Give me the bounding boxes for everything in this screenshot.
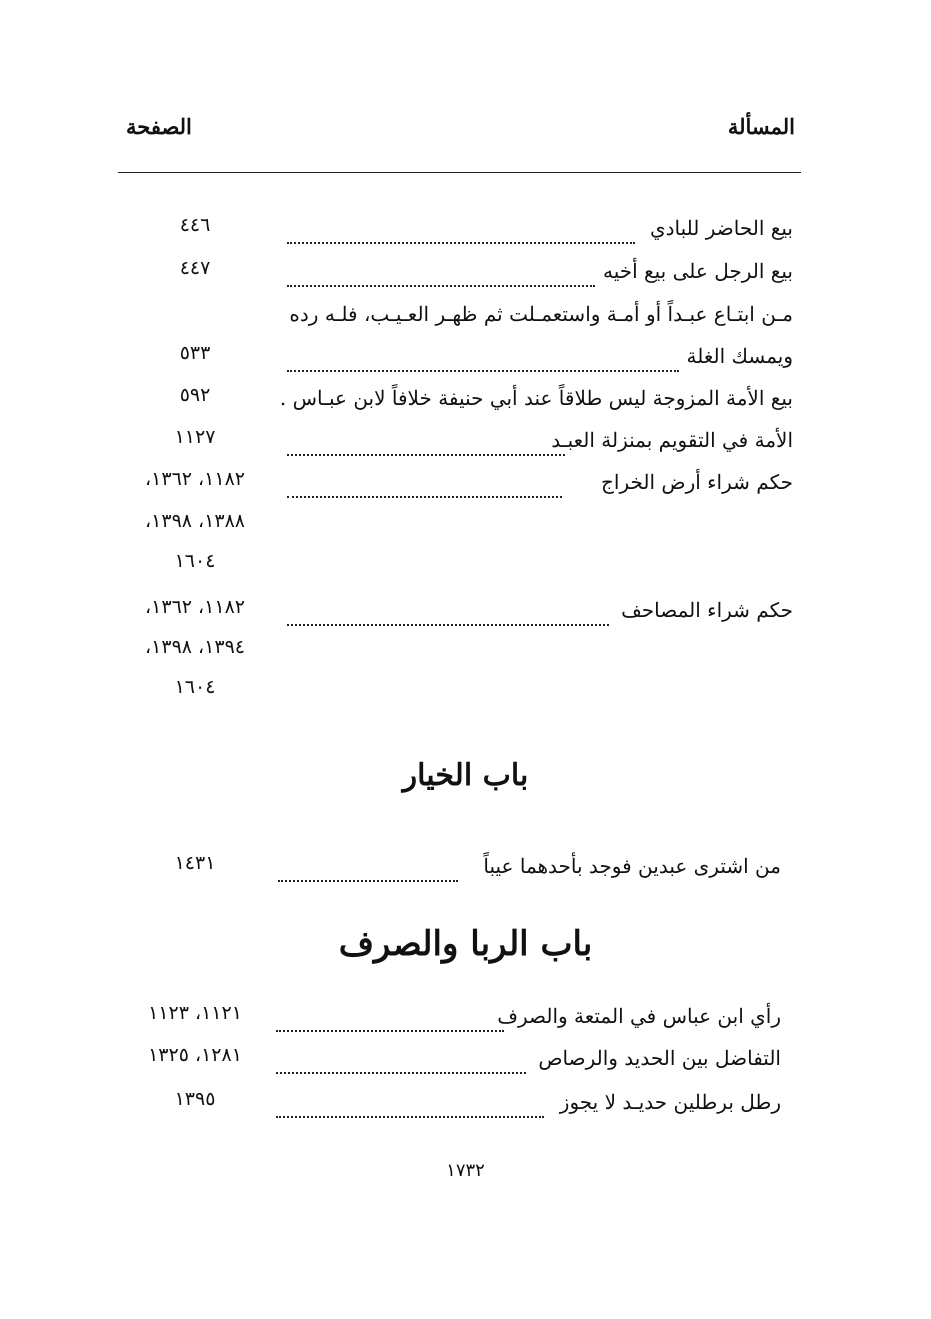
entry-pages: ١١٢٧ bbox=[174, 426, 216, 448]
entry-pages: ١١٨٢، ١٣٦٢، bbox=[145, 596, 245, 618]
index-entry bbox=[0, 424, 931, 464]
entry-pages: ٥٩٢ bbox=[179, 384, 211, 406]
entry-pages: ٤٤٦ bbox=[179, 214, 211, 236]
section-heading: باب الخيار bbox=[402, 758, 529, 793]
dot-leader bbox=[287, 212, 635, 244]
topic-column-header: المسألة bbox=[727, 114, 795, 139]
entry-pages: ١٢٨١، ١٣٢٥ bbox=[148, 1044, 242, 1066]
entry-pages: ١١٢١، ١١٢٣ bbox=[148, 1002, 242, 1024]
entry-title: التفاضل بين الحديد والرصاص bbox=[538, 1046, 781, 1070]
entry-pages: ٥٣٣ bbox=[179, 342, 211, 364]
index-entry bbox=[0, 594, 931, 634]
entry-pages-continued: ١٦٠٤ bbox=[174, 550, 216, 572]
index-entry bbox=[0, 1086, 931, 1126]
entry-title: الأمة في التقويم بمنزلة العبـد bbox=[551, 428, 793, 452]
index-entry bbox=[0, 466, 931, 506]
dot-leader bbox=[287, 340, 679, 372]
section-heading: باب الربا والصرف bbox=[338, 924, 593, 964]
entry-title: حكم شراء أرض الخراج bbox=[600, 470, 793, 494]
entry-title: ويمسك الغلة bbox=[686, 344, 793, 368]
dot-leader bbox=[287, 255, 595, 287]
entry-title: بيع الرجل على بيع أخيه bbox=[602, 259, 793, 283]
index-entry bbox=[0, 255, 931, 295]
dot-leader bbox=[278, 850, 458, 882]
page-column-header: الصفحة bbox=[126, 114, 192, 139]
entry-pages: ١٤٣١ bbox=[174, 852, 216, 874]
entry-pages: ١١٨٢، ١٣٦٢، bbox=[145, 468, 245, 490]
entry-title: بيع الحاضر للبادي bbox=[649, 216, 793, 240]
index-entry bbox=[0, 298, 931, 338]
dot-leader bbox=[287, 594, 609, 626]
entry-title: حكم شراء المصاحف bbox=[621, 598, 793, 622]
dot-leader bbox=[276, 1042, 526, 1074]
index-entry bbox=[0, 1042, 931, 1082]
entry-title: من اشترى عبدين فوجد بأحدهما عيباً bbox=[483, 854, 781, 878]
entry-title: رطل برطلين حديـد لا يجوز bbox=[559, 1090, 781, 1114]
entry-title: بيع الأمة المزوجة ليس طلاقاً عند أبي حنيفة خلافاً لابن عبـاس . bbox=[279, 386, 793, 410]
page-number: ١٧٣٢ bbox=[446, 1160, 485, 1181]
dot-leader bbox=[287, 466, 562, 498]
index-entry bbox=[0, 1000, 931, 1040]
dot-leader bbox=[276, 1086, 544, 1118]
dot-leader bbox=[287, 424, 565, 456]
header-divider bbox=[118, 172, 801, 173]
index-entry bbox=[0, 212, 931, 252]
index-entry bbox=[0, 850, 931, 890]
entry-pages-continued: ١٣٩٤، ١٣٩٨، bbox=[145, 636, 245, 658]
entry-title: مـن ابتـاع عبـداً أو أمـة واستعمـلت ثم ظهـر العـيـب، فلـه رده bbox=[289, 302, 793, 326]
entry-pages-continued: ١٦٠٤ bbox=[174, 676, 216, 698]
dot-leader bbox=[276, 1000, 504, 1032]
entry-title: رأي ابن عباس في المتعة والصرف bbox=[497, 1004, 781, 1028]
entry-pages: ٤٤٧ bbox=[179, 257, 211, 279]
entry-pages-continued: ١٣٨٨، ١٣٩٨، bbox=[145, 510, 245, 532]
index-entry bbox=[0, 382, 931, 422]
index-entry bbox=[0, 340, 931, 380]
entry-pages: ١٣٩٥ bbox=[174, 1088, 216, 1110]
